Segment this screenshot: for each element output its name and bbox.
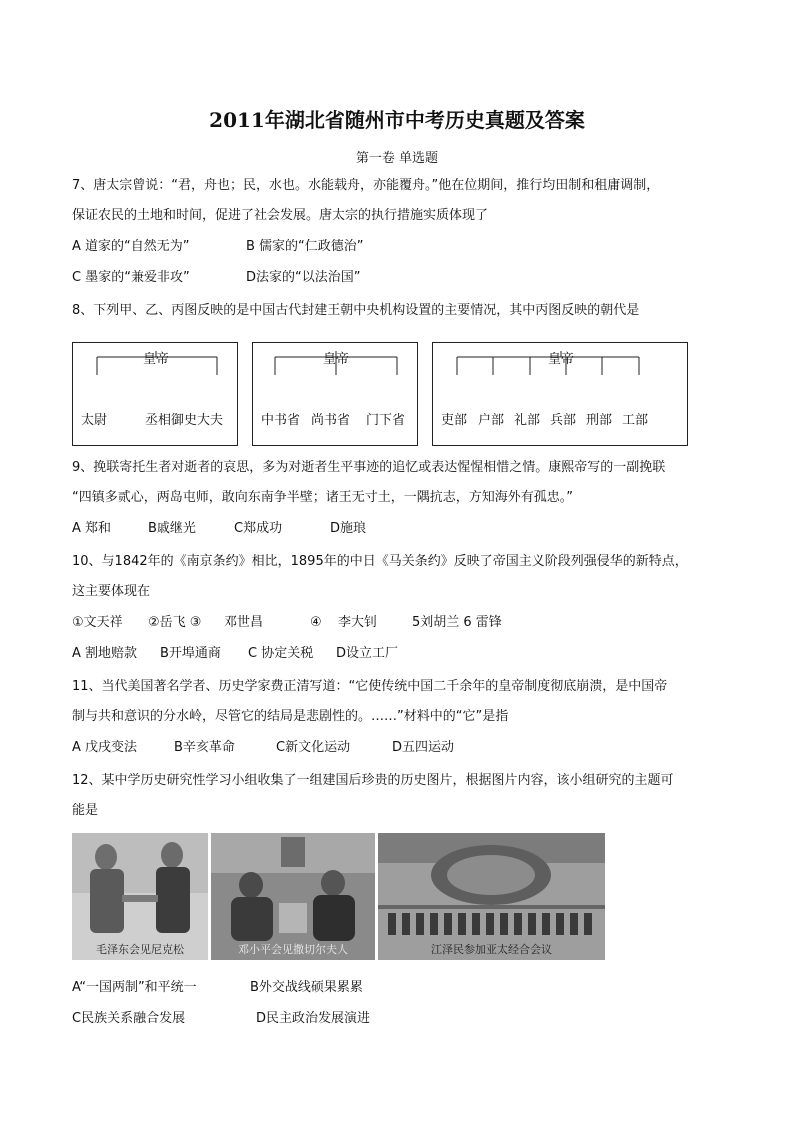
q8-stem: 8、下列甲、乙、丙图反映的是中国古代封建王朝中央机构设置的主要情况，其中丙图反映的朝代是 [72, 303, 640, 318]
q10-stem-line1: 10、与1842年的《南京条约》相比，1895年的中日《马关条约》反映了帝国主义阶段列强侵华的新特点， [72, 554, 688, 569]
q10-option-c[interactable]: C 协定关税 [248, 646, 314, 661]
photo-caption: 邓小平会见撒切尔夫人 [238, 943, 348, 956]
q10-item: 邓世昌 [224, 615, 264, 630]
q10-options [72, 645, 398, 663]
diagram-jia [72, 342, 238, 446]
diagram-yi-item: 尚书省 [311, 413, 351, 428]
q10-item: 李大钊 [338, 615, 378, 630]
q7-option-b[interactable]: B 儒家的“仁政德治” [246, 239, 364, 254]
q11-option-c[interactable]: C新文化运动 [276, 740, 351, 755]
q11-option-d[interactable]: D五四运动 [392, 740, 455, 755]
diagram-bing-head: 皇帝 [547, 352, 574, 367]
diagram-bing [432, 342, 688, 446]
photo-deng-thatcher [211, 833, 375, 960]
q7-stem-line2: 保证农民的土地和时间，促进了社会发展。唐太宗的执行措施实质体现了 [72, 208, 489, 223]
q10-stem-line2: 这主要体现在 [72, 584, 151, 599]
diagram-bing-item: 吏部 [441, 413, 468, 428]
q10-item: 5刘胡兰 6 雷锋 [412, 615, 502, 630]
q12-options-ab [72, 979, 363, 997]
photo-caption: 江泽民参加亚太经合会议 [431, 943, 552, 956]
diagram-bing-item: 刑部 [586, 413, 613, 428]
photo-caption: 毛泽东会见尼克松 [96, 943, 184, 956]
q10-option-a[interactable]: A 割地赔款 [72, 646, 138, 661]
q12-option-a[interactable]: A“一国两制”和平统一 [72, 980, 197, 995]
q12-option-b[interactable]: B外交战线硕果累累 [250, 980, 363, 995]
q12-stem-line2: 能是 [72, 803, 99, 818]
q11-options [72, 739, 454, 757]
q9-option-c[interactable]: C郑成功 [234, 521, 283, 536]
q9-stem-line2: “四镇多贰心，两岛屯师，敢向东南争半壁；诸王无寸土，一隅抗志，方知海外有孤忠。” [72, 490, 573, 505]
q9-option-d[interactable]: D施琅 [330, 521, 367, 536]
q9-option-a[interactable]: A 郑和 [72, 521, 112, 536]
q7-option-d[interactable]: D法家的“以法治国” [246, 270, 361, 285]
diagram-jia-item: 丞相御史大夫 [145, 413, 224, 428]
diagram-bing-item: 户部 [478, 413, 505, 428]
q9-option-b[interactable]: B戚继光 [148, 521, 196, 536]
diagram-yi-head: 皇帝 [322, 352, 349, 367]
diagram-yi-item: 门下省 [366, 413, 406, 428]
q12-option-c[interactable]: C民族关系融合发展 [72, 1011, 186, 1026]
q11-stem-line2: 制与共和意识的分水岭，尽管它的结局是悲剧性的。……”材料中的“它”是指 [72, 709, 509, 724]
q7-stem-line1: 7、唐太宗曾说：“君，舟也；民，水也。水能载舟，亦能覆舟。”他在位期间，推行均田制和租庸调制， [72, 178, 660, 193]
photo-mao-nixon [72, 833, 208, 960]
q7-option-a[interactable]: A 道家的“自然无为” [72, 239, 190, 254]
q11-option-b[interactable]: B辛亥革命 [174, 740, 235, 755]
q10-option-b[interactable]: B开埠通商 [160, 646, 221, 661]
section-heading: 第一卷 单选题 [355, 151, 439, 166]
diagram-yi [252, 342, 418, 446]
q10-option-d[interactable]: D设立工厂 [336, 646, 399, 661]
q10-items [72, 614, 502, 632]
q10-item: ②岳飞 ③ [148, 615, 202, 630]
document-title: 2011年湖北省随州市中考历史真题及答案 [209, 108, 585, 132]
photo-jiang-apec [378, 833, 605, 960]
q12-stem-line1: 12、某中学历史研究性学习小组收集了一组建国后珍贵的历史图片，根据图片内容，该小组研究的主题可 [72, 773, 674, 788]
q12-options-cd [72, 1010, 370, 1028]
q11-stem-line1: 11、当代美国著名学者、历史学家费正清写道：“它使传统中国二千余年的皇帝制度彻底崩溃，是中国帝 [72, 679, 668, 694]
q7-options-cd [72, 269, 360, 287]
q7-option-c[interactable]: C 墨家的“兼爱非攻” [72, 270, 190, 285]
diagram-bing-item: 兵部 [550, 413, 577, 428]
q10-item: ④ [310, 615, 322, 630]
q10-item: ①文天祥 [72, 615, 123, 630]
q7-options-ab [72, 238, 364, 256]
diagram-bing-item: 工部 [622, 413, 649, 428]
diagram-bing-item: 礼部 [514, 413, 541, 428]
q12-option-d[interactable]: D民主政治发展演进 [256, 1011, 371, 1026]
q11-option-a[interactable]: A 戊戌变法 [72, 740, 138, 755]
diagram-jia-head: 皇帝 [142, 352, 169, 367]
diagram-jia-item: 太尉 [81, 413, 108, 428]
q9-options [72, 520, 366, 538]
historical-photos [72, 833, 605, 960]
diagram-yi-item: 中书省 [261, 413, 301, 428]
q9-stem-line1: 9、挽联寄托生者对逝者的哀思，多为对逝者生平事迹的追忆或表达惺惺相惜之情。康熙帝写的一副挽联 [72, 460, 666, 475]
